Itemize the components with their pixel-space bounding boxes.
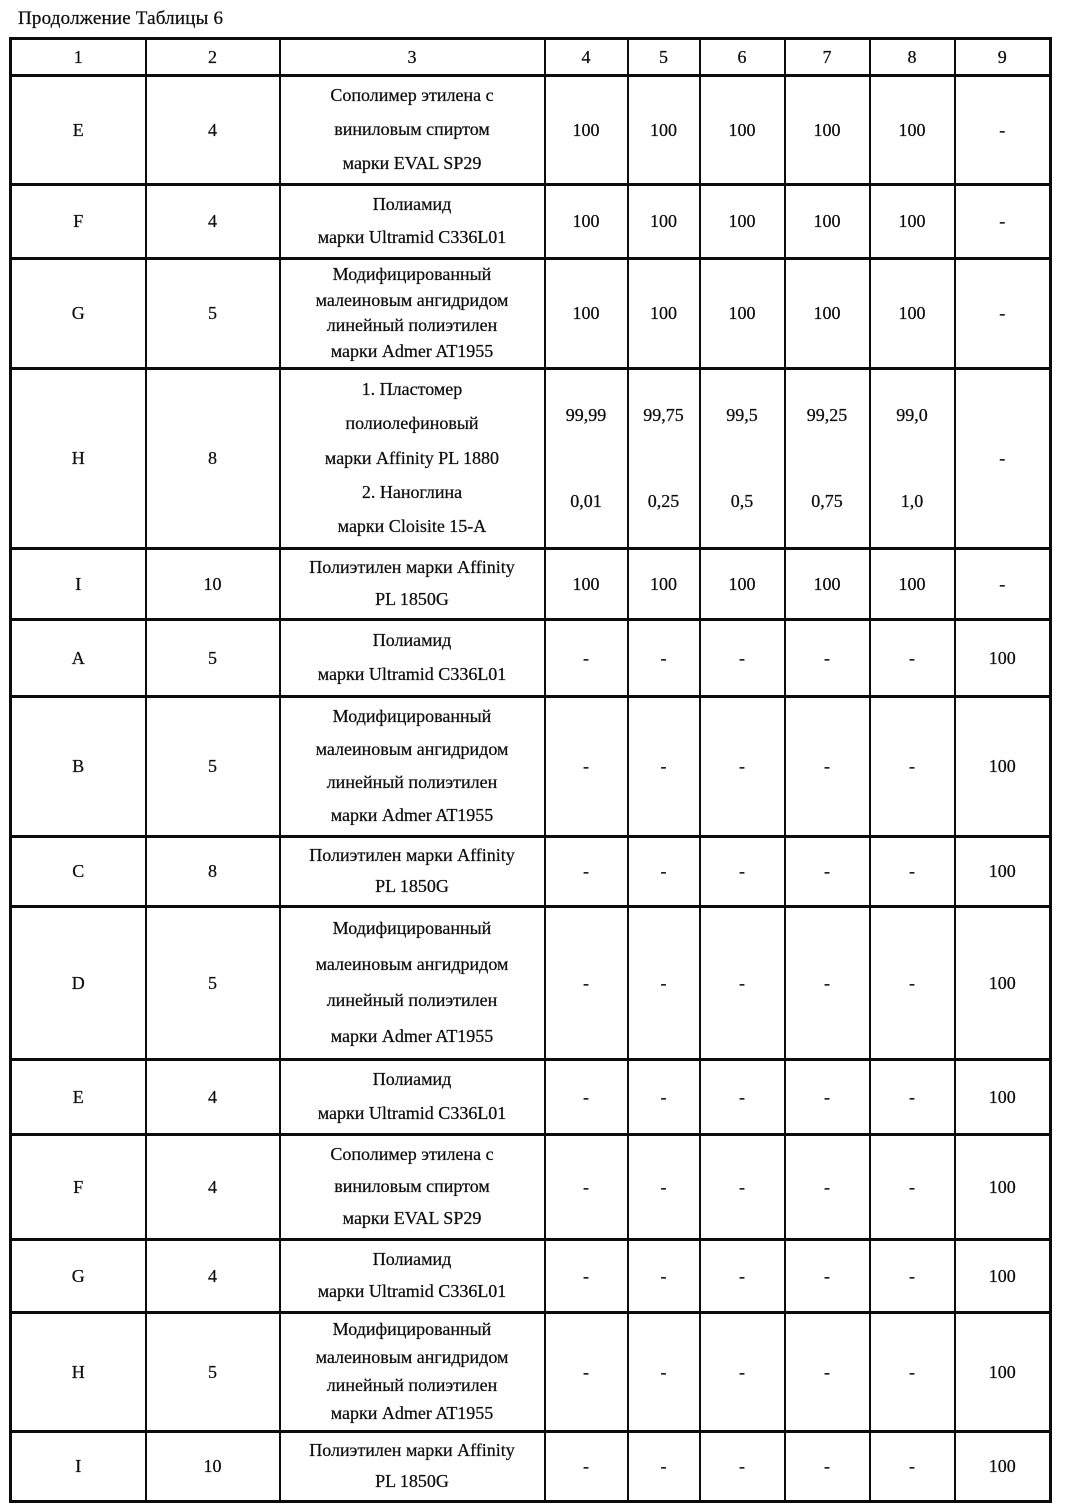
component-line: малеиновым ангидридом: [315, 739, 509, 760]
value-cell: -: [700, 1135, 785, 1240]
component-line: марки Ultramid C336L01: [317, 1102, 507, 1123]
table-row: [11, 76, 1051, 185]
value-cell-col9: 100: [955, 1313, 1051, 1432]
component-line: Полиэтилен марки Affinity: [309, 557, 515, 578]
value-cell: -: [700, 620, 785, 697]
amount-cell: 4: [146, 1240, 280, 1313]
component-line: полиолефиновый: [345, 413, 479, 434]
value-cell: 100: [545, 549, 628, 620]
component-cell: [280, 837, 545, 907]
value-cell: -: [628, 697, 700, 837]
value-cell: 100: [700, 549, 785, 620]
value-cell-col9: -: [955, 76, 1051, 185]
value-cell: -: [628, 1240, 700, 1313]
component-line: Полиамид: [372, 194, 452, 215]
column-header-7: 7: [785, 39, 870, 76]
value: 99,25: [806, 404, 848, 425]
value-cell-col9: -: [955, 549, 1051, 620]
amount-cell: 10: [146, 549, 280, 620]
sample-cell: H: [11, 369, 146, 549]
component-line: Сополимер этилена с: [330, 85, 494, 106]
value-cell: 100: [785, 185, 870, 259]
table-row: [11, 1240, 1051, 1313]
component-line: линейный полиэтилен: [326, 990, 498, 1011]
sample-cell: B: [11, 697, 146, 837]
component-line: Полиамид: [372, 629, 452, 650]
component-line: PL 1850G: [375, 876, 449, 897]
value: 99,75: [643, 404, 684, 425]
value-cell: -: [628, 837, 700, 907]
value-cell: 100: [700, 259, 785, 369]
value-cell-col9: -: [955, 259, 1051, 369]
value-cell: -: [628, 1135, 700, 1240]
component-line: линейный полиэтилен: [326, 315, 498, 336]
component-line: 1. Пластомер: [361, 378, 463, 399]
value: 0,5: [730, 490, 754, 511]
component-line: Модифицированный: [332, 917, 492, 938]
value-cell: -: [545, 1060, 628, 1135]
value-cell: 100: [628, 549, 700, 620]
value-cell: -: [785, 697, 870, 837]
value: 99,0: [896, 404, 928, 425]
value-cell: -: [700, 697, 785, 837]
value-cell: -: [545, 697, 628, 837]
column-header-9: 9: [955, 39, 1051, 76]
table-row: [11, 1432, 1051, 1502]
component-cell: [280, 1432, 545, 1502]
amount-cell: 4: [146, 185, 280, 259]
table-row: [11, 259, 1051, 369]
value: 0,75: [811, 490, 843, 511]
table-row: [11, 369, 1051, 549]
amount-cell: 5: [146, 259, 280, 369]
amount-cell: 8: [146, 837, 280, 907]
page-title: Продолжение Таблицы 6: [18, 8, 224, 29]
value-cell-col9: -: [955, 185, 1051, 259]
sample-cell: I: [11, 1432, 146, 1502]
sample-cell: G: [11, 1240, 146, 1313]
amount-cell: 5: [146, 1313, 280, 1432]
value-cell: 100: [628, 259, 700, 369]
value-cell-col9: 100: [955, 907, 1051, 1060]
table-row: [11, 1313, 1051, 1432]
table-row: [11, 837, 1051, 907]
value-cell: -: [700, 1060, 785, 1135]
value-cell: [700, 369, 785, 549]
value-cell: -: [785, 837, 870, 907]
value-cell: [545, 369, 628, 549]
value-cell: -: [545, 1240, 628, 1313]
value-cell-col9: 100: [955, 1060, 1051, 1135]
component-cell: [280, 185, 545, 259]
value: 1,0: [900, 490, 924, 511]
component-line: виниловым спиртом: [334, 1176, 490, 1197]
value-cell: -: [628, 620, 700, 697]
component-line: малеиновым ангидридом: [315, 1347, 509, 1368]
component-cell: [280, 1060, 545, 1135]
component-line: марки Admer AT1955: [330, 1026, 494, 1047]
component-line: Модифицированный: [332, 264, 492, 285]
table-row: [11, 697, 1051, 837]
value-cell: -: [870, 907, 955, 1060]
value-cell: -: [785, 620, 870, 697]
column-header-2: 2: [146, 39, 280, 76]
amount-cell: 5: [146, 620, 280, 697]
sample-cell: C: [11, 837, 146, 907]
value: 0,01: [570, 490, 602, 511]
component-line: марки Cloisite 15-A: [337, 516, 487, 537]
value-cell: -: [545, 620, 628, 697]
value: 99,99: [565, 404, 607, 425]
value-cell: -: [700, 1313, 785, 1432]
table-row: [11, 549, 1051, 620]
value-cell-col9: 100: [955, 1240, 1051, 1313]
component-line: PL 1850G: [375, 588, 449, 609]
table-row: [11, 1060, 1051, 1135]
component-line: марки Admer AT1955: [330, 805, 494, 826]
value-cell: -: [870, 697, 955, 837]
table-row: [11, 620, 1051, 697]
component-line: Полиамид: [372, 1069, 452, 1090]
component-line: малеиновым ангидридом: [315, 289, 509, 310]
composition-table: [9, 37, 1052, 1503]
component-cell: [280, 549, 545, 620]
column-header-6: 6: [700, 39, 785, 76]
component-cell: [280, 697, 545, 837]
value-cell-col9: -: [955, 369, 1051, 549]
component-line: PL 1850G: [375, 1471, 449, 1492]
value-cell: -: [870, 1060, 955, 1135]
value-cell: 100: [870, 259, 955, 369]
value-cell: -: [545, 837, 628, 907]
value-cell: -: [785, 1313, 870, 1432]
amount-cell: 8: [146, 369, 280, 549]
value-cell-col9: 100: [955, 1432, 1051, 1502]
value: 0,25: [647, 490, 680, 511]
component-line: марки Admer AT1955: [330, 340, 494, 361]
component-line: линейный полиэтилен: [326, 1374, 498, 1395]
component-cell: [280, 907, 545, 1060]
amount-cell: 10: [146, 1432, 280, 1502]
column-header-1: 1: [11, 39, 146, 76]
value-cell: 100: [870, 76, 955, 185]
value-cell: -: [628, 1060, 700, 1135]
value-cell-col9: 100: [955, 697, 1051, 837]
value-cell: -: [628, 1313, 700, 1432]
value-cell: 100: [870, 549, 955, 620]
value-cell: 100: [545, 76, 628, 185]
value-cell: -: [785, 1240, 870, 1313]
sample-cell: E: [11, 76, 146, 185]
value-cell: -: [700, 837, 785, 907]
value-cell: -: [628, 907, 700, 1060]
component-cell: [280, 1240, 545, 1313]
sample-cell: E: [11, 1060, 146, 1135]
amount-cell: 4: [146, 1060, 280, 1135]
sample-cell: I: [11, 549, 146, 620]
component-cell: [280, 620, 545, 697]
value-cell: -: [628, 1432, 700, 1502]
amount-cell: 4: [146, 1135, 280, 1240]
table-header: [11, 39, 1051, 76]
component-line: Полиамид: [372, 1248, 452, 1269]
value-cell-col9: 100: [955, 620, 1051, 697]
sample-cell: D: [11, 907, 146, 1060]
sample-cell: H: [11, 1313, 146, 1432]
header-row: [11, 39, 1051, 76]
value-cell: 100: [700, 185, 785, 259]
sample-cell: A: [11, 620, 146, 697]
value-cell: 100: [545, 259, 628, 369]
component-line: марки Admer AT1955: [330, 1402, 494, 1423]
value-cell: -: [870, 1313, 955, 1432]
value-cell: -: [785, 1432, 870, 1502]
column-header-3: 3: [280, 39, 545, 76]
sample-cell: G: [11, 259, 146, 369]
component-line: 2. Наноглина: [361, 481, 463, 502]
value-cell: -: [870, 1240, 955, 1313]
component-line: марки EVAL SP29: [342, 152, 482, 173]
component-line: малеиновым ангидридом: [315, 953, 509, 974]
value-cell: 100: [628, 76, 700, 185]
component-line: Модифицированный: [332, 1319, 492, 1340]
value-cell: -: [545, 1313, 628, 1432]
table-row: [11, 907, 1051, 1060]
value-cell: -: [785, 907, 870, 1060]
value-cell: -: [870, 837, 955, 907]
value-cell: -: [870, 1135, 955, 1240]
value-cell: 100: [785, 549, 870, 620]
amount-cell: 5: [146, 907, 280, 1060]
value-cell: -: [785, 1060, 870, 1135]
component-line: марки Ultramid C336L01: [317, 227, 507, 248]
component-cell: [280, 259, 545, 369]
value-cell: 100: [628, 185, 700, 259]
value-cell: -: [700, 907, 785, 1060]
component-line: марки EVAL SP29: [342, 1208, 482, 1229]
sample-cell: F: [11, 1135, 146, 1240]
component-line: виниловым спиртом: [334, 119, 490, 140]
value-cell-col9: 100: [955, 837, 1051, 907]
value-cell: 100: [545, 185, 628, 259]
amount-cell: 4: [146, 76, 280, 185]
value-cell: -: [870, 1432, 955, 1502]
sample-cell: F: [11, 185, 146, 259]
value: 99,5: [726, 404, 758, 425]
component-line: марки Affinity PL 1880: [324, 447, 500, 468]
value-cell: -: [700, 1432, 785, 1502]
column-header-8: 8: [870, 39, 955, 76]
value-cell: -: [700, 1240, 785, 1313]
value-cell: -: [785, 1135, 870, 1240]
value-cell: 100: [785, 76, 870, 185]
value-cell: 100: [785, 259, 870, 369]
value-cell: -: [545, 907, 628, 1060]
value-cell: [870, 369, 955, 549]
value-cell: [785, 369, 870, 549]
component-cell: [280, 76, 545, 185]
component-line: марки Ultramid C336L01: [317, 1281, 507, 1302]
component-line: Полиэтилен марки Affinity: [309, 845, 515, 866]
value-cell: -: [870, 620, 955, 697]
component-cell: [280, 1313, 545, 1432]
table-body: [11, 76, 1051, 1502]
component-line: Сополимер этилена с: [330, 1143, 494, 1164]
component-line: линейный полиэтилен: [326, 772, 498, 793]
component-cell: [280, 1135, 545, 1240]
component-line: Полиэтилен марки Affinity: [309, 1440, 515, 1461]
column-header-4: 4: [545, 39, 628, 76]
amount-cell: 5: [146, 697, 280, 837]
table-row: [11, 1135, 1051, 1240]
component-cell: [280, 369, 545, 549]
value-cell: -: [545, 1135, 628, 1240]
value-cell: -: [545, 1432, 628, 1502]
value-cell-col9: 100: [955, 1135, 1051, 1240]
value-cell: 100: [870, 185, 955, 259]
value-cell: [628, 369, 700, 549]
column-header-5: 5: [628, 39, 700, 76]
table-row: [11, 185, 1051, 259]
component-line: Модифицированный: [332, 706, 492, 727]
component-line: марки Ultramid C336L01: [317, 664, 507, 685]
value-cell: 100: [700, 76, 785, 185]
